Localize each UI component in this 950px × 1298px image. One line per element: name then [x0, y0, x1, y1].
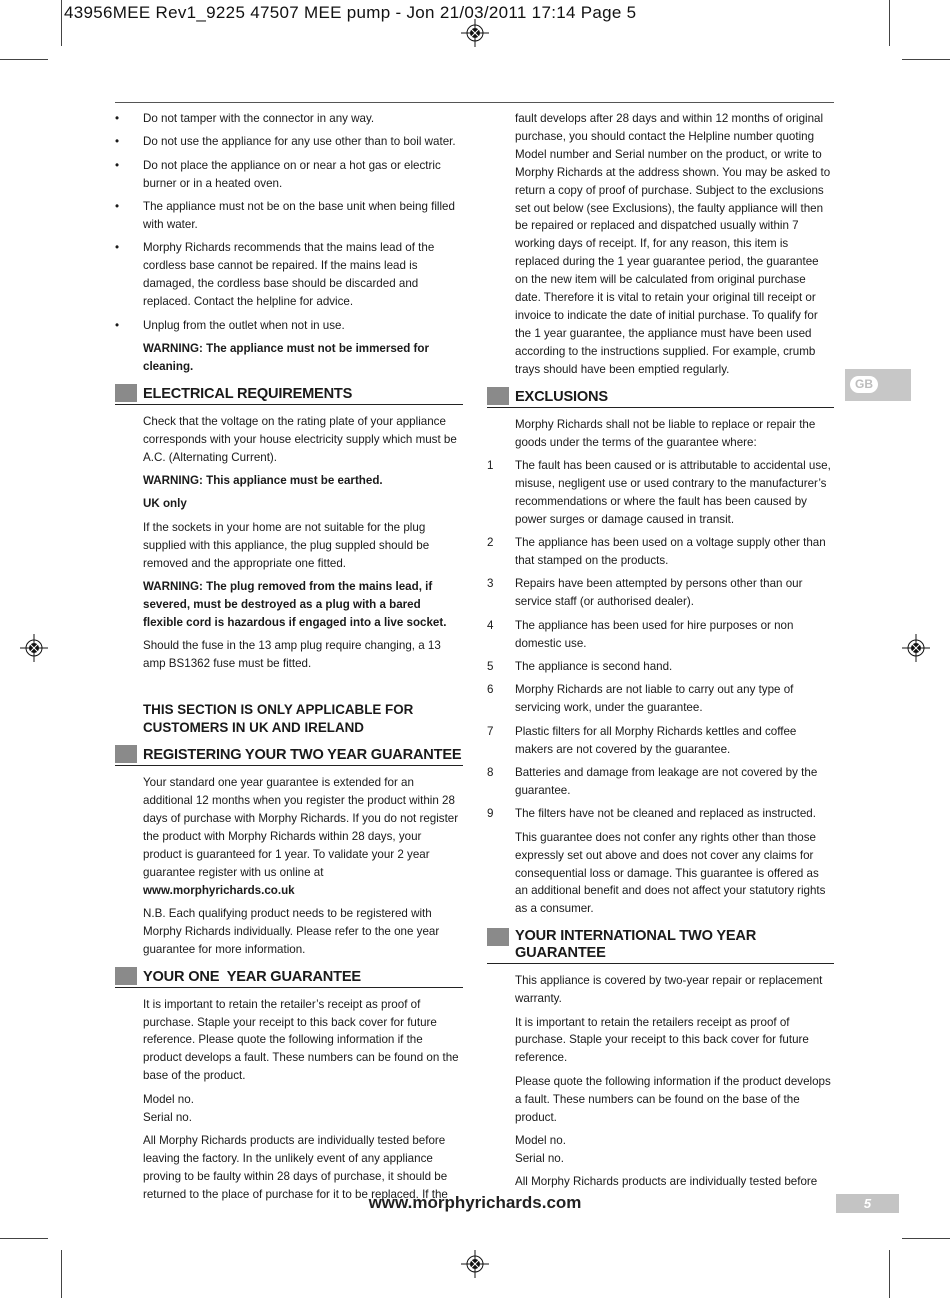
list-item: 7 Plastic filters for all Morphy Richards kettles and coffee makers are not covered by the guarantee.	[487, 724, 797, 756]
section-notice: THIS SECTION IS ONLY APPLICABLE FOR CUSTOMERS IN UK AND IRELAND	[143, 702, 414, 736]
bullet-item: • Do not tamper with the connector in any way.	[115, 112, 375, 125]
registration-mark-icon	[20, 634, 48, 662]
heading-marker	[487, 387, 509, 405]
paragraph: Morphy Richards shall not be liable to replace or repair the goods under the terms of the guarantee where:	[515, 417, 816, 449]
heading-marker	[115, 967, 137, 985]
model-serial: Model no. Serial no.	[143, 1092, 194, 1124]
paragraph: Should the fuse in the 13 amp plug require changing, a 13 amp BS1362 fuse must be fitted.	[143, 639, 441, 671]
paragraph: Check that the voltage on the rating plate of your appliance corresponds with your house electricity supply which must be A.C. (Alternating Current).	[143, 414, 457, 464]
heading-marker	[487, 928, 509, 946]
section-heading-international: YOUR INTERNATIONAL TWO YEAR GUARANTEE	[487, 928, 834, 964]
registration-mark-icon	[461, 19, 489, 47]
footer-url: www.morphyrichards.com	[368, 1193, 582, 1212]
registration-link[interactable]: www.morphyrichards.co.uk	[143, 883, 295, 897]
paragraph: All Morphy Richards products are individually tested before	[515, 1175, 818, 1189]
paragraph: All Morphy Richards products are individually tested before leaving the factory. In the unlikely event of any appliance proving to be faulty within 28 days of purchase, it should be returned to the place of purchase for it to be replaced. If the	[143, 1133, 448, 1201]
list-item: 9 The filters have not be cleaned and replaced as instructed.	[487, 807, 816, 821]
page-number: 5	[836, 1194, 899, 1213]
paragraph: It is important to retain the retailers receipt as proof of purchase. Staple your receipt to this back cover for future reference.	[515, 1015, 809, 1065]
warning-earthed: WARNING: This appliance must be earthed.	[143, 474, 383, 487]
list-item: 5 The appliance is second hand.	[487, 659, 673, 673]
language-tab-label: GB	[850, 376, 878, 393]
bullet-item: • Unplug from the outlet when not in use.	[115, 318, 345, 332]
bullet-item: • Morphy Richards recommends that the mains lead of the cordless base cannot be repaired. If the mains lead is damaged, the cordless base should be discarded and replaced. Contact the helpline for advice.	[115, 241, 435, 309]
print-slug-line: 43956MEE Rev1_9225 47507 MEE pump - Jon 21/03/2011 17:14 Page 5	[64, 3, 637, 22]
bullet-item: • Do not place the appliance on or near a hot gas or electric burner or in a heated oven.	[115, 158, 441, 190]
right-column	[487, 110, 834, 1197]
section-heading-electrical: ELECTRICAL REQUIREMENTS	[115, 386, 463, 405]
list-item: 2 The appliance has been used on a voltage supply other than that stamped on the products.	[487, 536, 826, 567]
paragraph: Your standard one year guarantee is extended for an additional 12 months when you register the product within 28 days of purchase with Morphy Richards. If you do not register the product with Morphy Richards within 28 days, your product is guaranteed for 1 year. To validate your 2 year guarantee register with us online at www.morphyrichards.co.uk	[143, 776, 459, 897]
warning-plug: WARNING: The plug removed from the mains lead, if severed, must be destroyed as a plug with a bared flexible cord is hazardous if engaged into a live socket.	[143, 580, 447, 629]
top-rule	[115, 102, 834, 103]
paragraph: It is important to retain the retailer’s receipt as proof of purchase. Staple your receipt to this back cover for future reference. Please quote the following information if the product develops a fault. These numbers can be found on the base of the product.	[143, 997, 459, 1083]
model-serial: Model no. Serial no.	[515, 1134, 566, 1165]
section-heading-registering: REGISTERING YOUR TWO YEAR GUARANTEE	[115, 747, 463, 766]
section-heading-one-year: YOUR ONE YEAR GUARANTEE	[115, 969, 463, 988]
list-item: 1 The fault has been caused or is attributable to accidental use, misuse, negligent use or used contrary to the manufacturer’s recommendations or where the fault has been caused by power surges or damage caused in transit.	[487, 458, 831, 526]
bullet-item: • Do not use the appliance for any use other than to boil water.	[115, 135, 456, 149]
list-item: 6 Morphy Richards are not liable to carry out any type of servicing work, under the guarantee.	[487, 683, 794, 715]
language-tab	[845, 369, 911, 401]
uk-only-label: UK only	[143, 497, 187, 511]
paragraph: N.B. Each qualifying product needs to be registered with Morphy Richards individually. Please refer to the one year guarantee for more information.	[143, 906, 440, 956]
section-heading-exclusions: EXCLUSIONS	[487, 389, 834, 408]
paragraph: fault develops after 28 days and within 12 months of original purchase, you should contact the Helpline number quoting Model number and Serial number on the product, or write to Morphy Richards at the address shown. You may be asked to return a copy of proof of purchase. Subject to the exclusions set out below (see Exclusions), the faulty appliance will then be repaired or replaced and dispatched usually within 7 working days of receipt. If, for any reason, this item is replaced during the 1 year guarantee period, the guarantee on the new item will be calculated from original purchase date. Therefore it is vital to retain your original till receipt or invoice to indicate the date of initial purchase. To qualify for the 1 year guarantee, the appliance must have been used according to the instructions supplied. For example, crumb trays should have been emptied regularly.	[515, 112, 831, 376]
registration-mark-icon	[461, 1250, 489, 1278]
registration-mark-icon	[902, 634, 930, 662]
left-column	[115, 110, 463, 1209]
bullet-item: • The appliance must not be on the base unit when being filled with water.	[115, 200, 455, 232]
list-item: 4 The appliance has been used for hire purposes or non domestic use.	[487, 618, 794, 650]
heading-marker	[115, 745, 137, 763]
paragraph: If the sockets in your home are not suitable for the plug supplied with this appliance, the plug suppled should be removed and the appropriate one fitted.	[143, 520, 430, 570]
heading-marker	[115, 384, 137, 402]
paragraph: This appliance is covered by two-year repair or replacement warranty.	[515, 974, 823, 1006]
list-item: 8 Batteries and damage from leakage are not covered by the guarantee.	[487, 766, 818, 797]
paragraph: This guarantee does not confer any rights other than those expressly set out above and does not cover any claims for consequential loss or damage. This guarantee is offered as an additional benefit and does not affect your statutory rights as a consumer.	[515, 830, 826, 916]
paragraph: Please quote the following information if the product develops a fault. These numbers can be found on the base of the product.	[515, 1074, 831, 1124]
list-item: 3 Repairs have been attempted by persons other than our service staff (or authorised dealer).	[487, 577, 803, 609]
warning-immersed: WARNING: The appliance must not be immersed for cleaning.	[143, 341, 430, 373]
